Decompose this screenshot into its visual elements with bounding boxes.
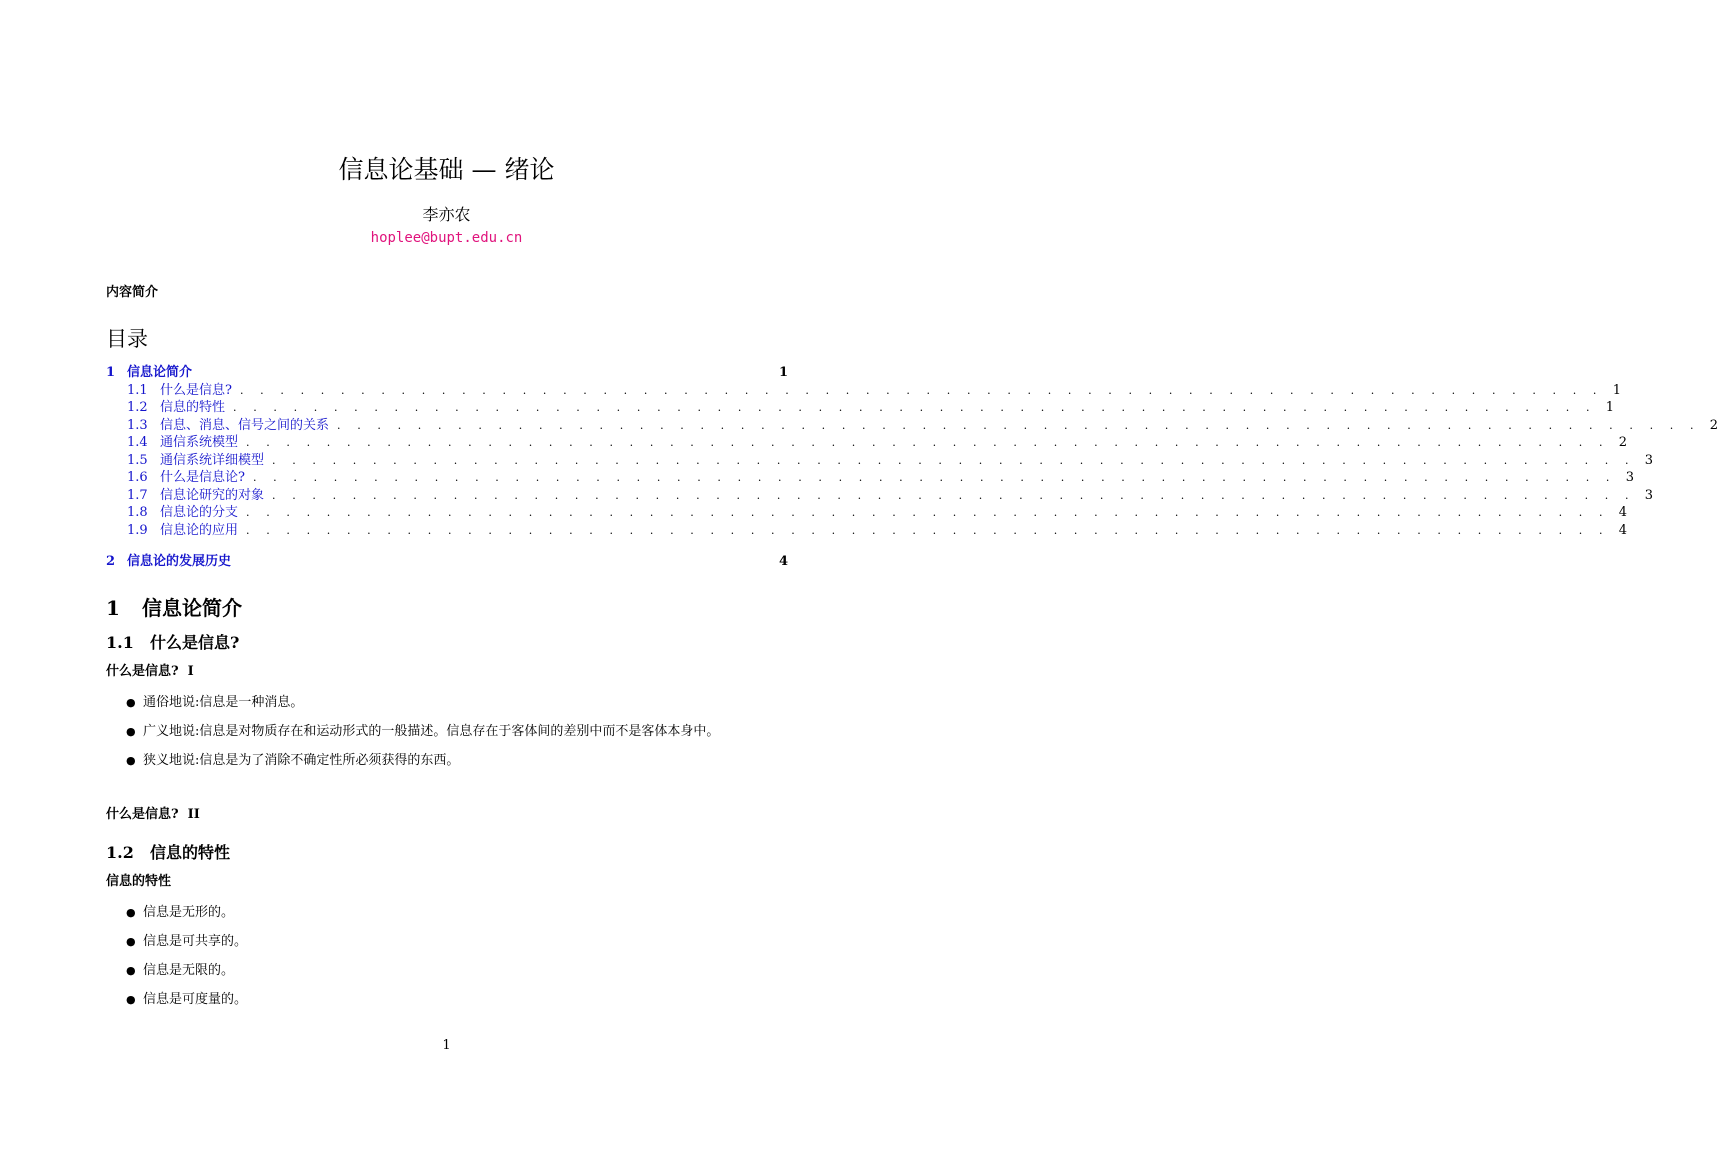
bullet-list-info-properties [126,904,788,1009]
toc-entry-number: 1.7 [127,487,148,503]
subsection-number: 1.1 [106,633,134,652]
bullet-icon: ● [126,935,136,948]
toc-entry-1-2[interactable] [106,399,1615,417]
toc-entry-1-8[interactable] [106,504,1628,522]
toc-leader-dots: . . . . . . . . . . . . . . . . . . . . . . . . . . . . . . . . . . . . . . . . . . . . . . . . . . . . . . . . . . . . . . . . . . . . [239,383,1604,397]
frame-title: 信息的特性 [106,874,172,889]
list-item-text: 信息是可度量的。 [143,992,248,1007]
section-number: 1 [106,596,120,620]
toc-leader-dots: . . . . . . . . . . . . . . . . . . . . . . . . . . . . . . . . . . . . . . . . . . . . . . . . . . . . . . . . . . . . . . . . . . . . [246,523,1610,537]
toc-entry-page: 3 [1644,487,1654,503]
bullet-icon: ● [126,993,136,1006]
toc-entry-label: 信息论的应用 [160,522,239,538]
bullet-icon: ● [126,964,136,977]
toc-entry-page: 2 [1618,435,1628,450]
subsection-number: 1.2 [106,843,134,862]
toc-entry-label: 信息论简介 [127,365,193,380]
toc-entry-number: 1.9 [127,522,148,538]
toc-entry-page: 2 [1709,417,1718,433]
toc-leader-dots: . . . . . . . . . . . . . . . . . . . . . . . . . . . . . . . . . . . . . . . . . . . . . . . . . . . . . . . . . . . . . . . . . . . . [246,506,1610,519]
frame-part-numeral: I [187,664,194,679]
frame-title: 什么是信息? [106,807,179,822]
toc-leader-dots: . . . . . . . . . . . . . . . . . . . . . . . . . . . . . . . . . . . . . . . . . . . . . . . . . . . . . . . . . . . . . . . . . . . . [272,488,1636,502]
subsection-title: 什么是信息? [150,633,240,652]
bullet-list-what-is-info [126,694,788,770]
subsection-heading-1-2 [106,842,230,864]
toc-entry-1-7[interactable] [106,487,1654,505]
toc-entry-number: 1.6 [127,470,148,485]
bullet-icon: ● [126,725,136,738]
toc-leader-dots: . . . . . . . . . . . . . . . . . . . . . . . . . . . . . . . . . . . . . . . . . . . . . . . . . . . . . . . . . . . . . . . . . . . . [272,453,1636,467]
toc-leader-dots: . . . . . . . . . . . . . . . . . . . . . . . . . . . . . . . . . . . . . . . . . . . . . . . . . . . . . . . . . . . . . . . . . . . . [246,436,1610,449]
toc-entry-page: 4 [1618,505,1628,520]
frame-part-numeral: II [187,807,200,822]
toc-heading: 目录 [106,327,148,351]
toc-entry-label: 什么是信息? [160,382,232,398]
author-email-link[interactable]: hoplee@bupt.edu.cn [370,230,523,246]
toc-entry-page: 4 [1618,522,1628,538]
subsection-heading-1-1 [106,632,239,654]
list-item [126,723,788,741]
list-item-text: 信息是无限的。 [143,963,235,978]
list-item [126,694,788,712]
toc-entry-label: 什么是信息论? [160,470,245,485]
list-item [126,962,788,980]
list-item-text: 信息是可共享的。 [143,934,248,949]
document-title: 信息论基础 — 绪论 [338,155,555,184]
toc-entry-1-3[interactable] [106,417,1718,435]
toc-leader-dots: . . . . . . . . . . . . . . . . . . . . . . . . . . . . . . . . . . . . . . . . . . . . . . . . . . . . . . . . . . . . . . . . . . . . [233,401,1597,414]
toc-entry-label: 信息论的发展历史 [127,554,232,569]
toc-leader-dots: . . . . . . . . . . . . . . . . . . . . . . . . . . . . . . . . . . . . . . . . . . . . . . . . . . . . . . . . . . . . . . . . . . . . [337,418,1701,432]
toc-entry-page: 4 [778,554,788,569]
toc-entry-page: 1 [1605,400,1615,415]
toc-entry-number: 1.8 [127,505,148,520]
table-of-contents [106,364,1718,571]
toc-entry-1-6[interactable] [106,469,1635,487]
toc-entry-label: 信息论研究的对象 [160,487,265,503]
toc-entry-number: 1.3 [127,417,148,433]
toc-entry-section-2[interactable] [106,553,788,571]
toc-entry-label: 信息的特性 [160,400,226,415]
frame-heading-what-is-info-2 [106,806,200,824]
toc-entry-page: 3 [1644,452,1654,468]
toc-entry-label: 信息、消息、信号之间的关系 [160,417,330,433]
toc-entry-number: 1 [106,365,116,380]
toc-entry-1-1[interactable] [106,382,1622,400]
list-item-text: 广义地说:信息是对物质存在和运动形式的一般描述。信息存在于客体间的差别中而不是客体本身中。 [143,724,720,739]
toc-entry-number: 1.5 [127,452,148,468]
section-title: 信息论简介 [142,596,242,620]
bullet-icon: ● [126,754,136,767]
list-item-text: 狭义地说:信息是为了消除不确定性所必须获得的东西。 [143,753,460,768]
toc-spacer [106,539,788,553]
toc-entry-1-9[interactable] [106,522,1628,540]
frame-heading-info-properties [106,873,171,891]
toc-entry-section-1[interactable] [106,364,788,382]
list-item-text: 通俗地说:信息是一种消息。 [143,695,304,710]
toc-entry-1-4[interactable] [106,434,1628,452]
toc-entry-label: 通信系统模型 [160,435,239,450]
document-author: 李亦农 [422,205,471,224]
page-number: 1 [442,1038,451,1053]
toc-entry-number: 1.2 [127,400,148,415]
frame-heading-what-is-info-1 [106,663,194,681]
toc-entry-page: 1 [778,365,788,380]
section-heading-1 [106,594,242,622]
toc-entry-page: 3 [1625,470,1635,485]
frame-title: 什么是信息? [106,664,179,679]
list-item-text: 信息是无形的。 [143,905,235,920]
bullet-icon: ● [126,696,136,709]
bullet-icon: ● [126,906,136,919]
toc-entry-number: 1.1 [127,382,148,398]
list-item [126,991,788,1009]
list-item [126,752,788,770]
toc-entry-page: 1 [1612,382,1622,398]
toc-entry-number: 2 [106,554,116,569]
list-item [126,933,788,951]
list-item [126,904,788,922]
subsection-title: 信息的特性 [150,843,231,862]
toc-entry-label: 信息论的分支 [160,505,239,520]
toc-leader-dots: . . . . . . . . . . . . . . . . . . . . . . . . . . . . . . . . . . . . . . . . . . . . . . . . . . . . . . . . . . . . . . . . . . . . [252,471,1617,484]
toc-entry-label: 通信系统详细模型 [160,452,265,468]
toc-entry-number: 1.4 [127,435,148,450]
abstract-heading: 内容简介 [106,285,159,300]
toc-entry-1-5[interactable] [106,452,1654,470]
